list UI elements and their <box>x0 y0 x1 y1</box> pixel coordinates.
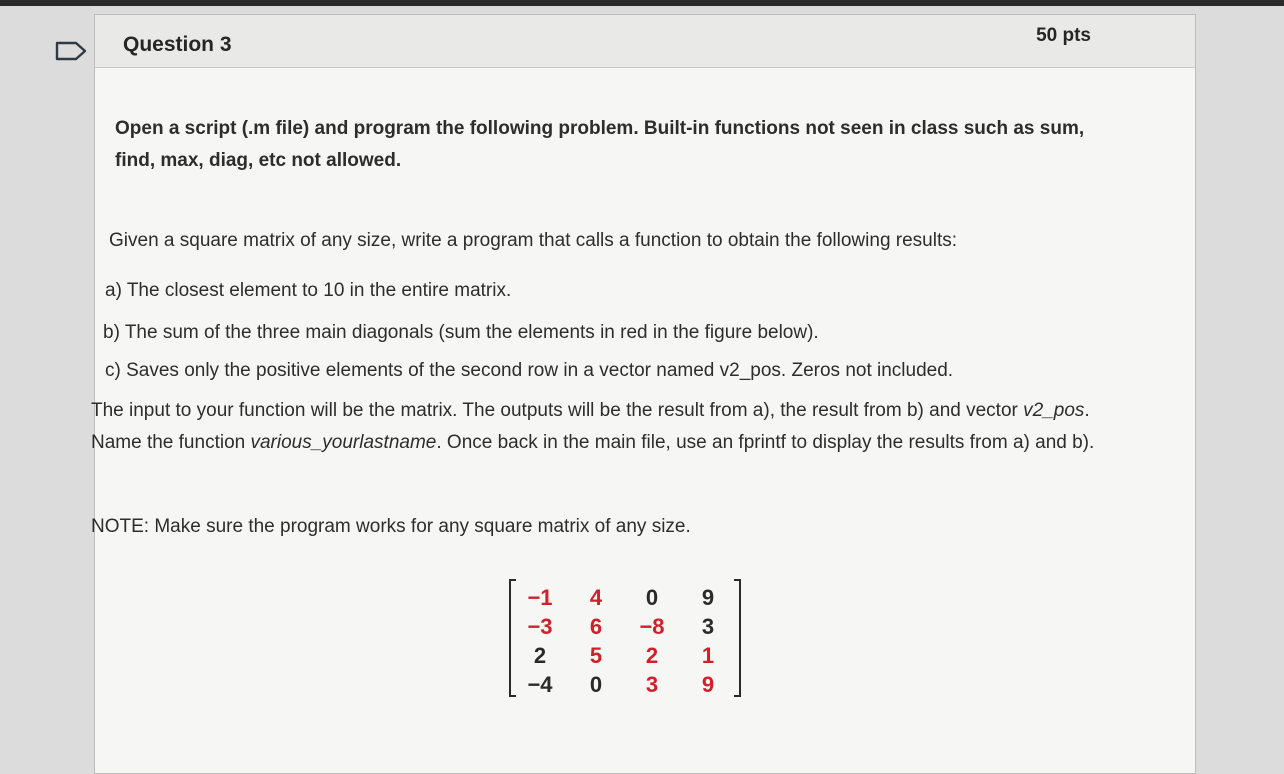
problem-statement: Given a square matrix of any size, write a program that calls a function to obtain the following results: <box>109 230 958 251</box>
flag-question-icon[interactable] <box>54 40 88 62</box>
question-header <box>95 15 1195 68</box>
question-points: 50 pts <box>1036 25 1091 46</box>
question-title: Question 3 <box>123 33 232 56</box>
io-text-3: . Once back in the main file, use an fprintf to display the results from a) and b). <box>436 432 1095 453</box>
matrix-cell: 2 <box>533 643 547 668</box>
note-paragraph: NOTE: Make sure the program works for any square matrix of any size. <box>91 516 691 537</box>
io-text-1: The input to your function will be the matrix. The outputs will be the result from a), the result from b) and vector <box>91 400 1024 421</box>
question-card <box>91 14 1196 774</box>
matrix-cell: 4 <box>589 585 603 610</box>
matrix-cell: 1 <box>701 643 715 668</box>
function-io-paragraph <box>91 395 1131 459</box>
matrix-cell: 3 <box>701 614 715 639</box>
matrix-cell: −4 <box>527 672 553 697</box>
function-name: various_yourlastname <box>250 432 437 453</box>
v2pos-name: v2_pos <box>1023 400 1085 421</box>
instructions-paragraph: Open a script (.m file) and program the following problem. Built-in functions not seen in class such as sum, find, max, diag, etc not allowed. <box>115 118 1085 171</box>
matrix-cell: 0 <box>589 672 603 697</box>
matrix-cell: −3 <box>527 614 553 639</box>
matrix-cell: 6 <box>589 614 603 639</box>
item-a: a) The closest element to 10 in the entire matrix. <box>105 280 512 301</box>
example-matrix <box>507 571 743 701</box>
io-text-2: . Name the function <box>91 400 1090 453</box>
matrix-cell: 3 <box>645 672 659 697</box>
matrix-cell: 0 <box>645 585 659 610</box>
matrix-cell: 9 <box>701 585 715 610</box>
matrix-cell: 9 <box>701 672 715 697</box>
matrix-cell: 2 <box>645 643 659 668</box>
top-bar <box>0 0 1284 6</box>
matrix-cell: 5 <box>589 643 603 668</box>
matrix-cell: −8 <box>639 614 665 639</box>
matrix-cell: −1 <box>527 585 553 610</box>
item-c: c) Saves only the positive elements of the second row in a vector named v2_pos. Zeros not included. <box>105 360 954 381</box>
item-b: b) The sum of the three main diagonals (sum the elements in red in the figure below). <box>103 322 819 343</box>
